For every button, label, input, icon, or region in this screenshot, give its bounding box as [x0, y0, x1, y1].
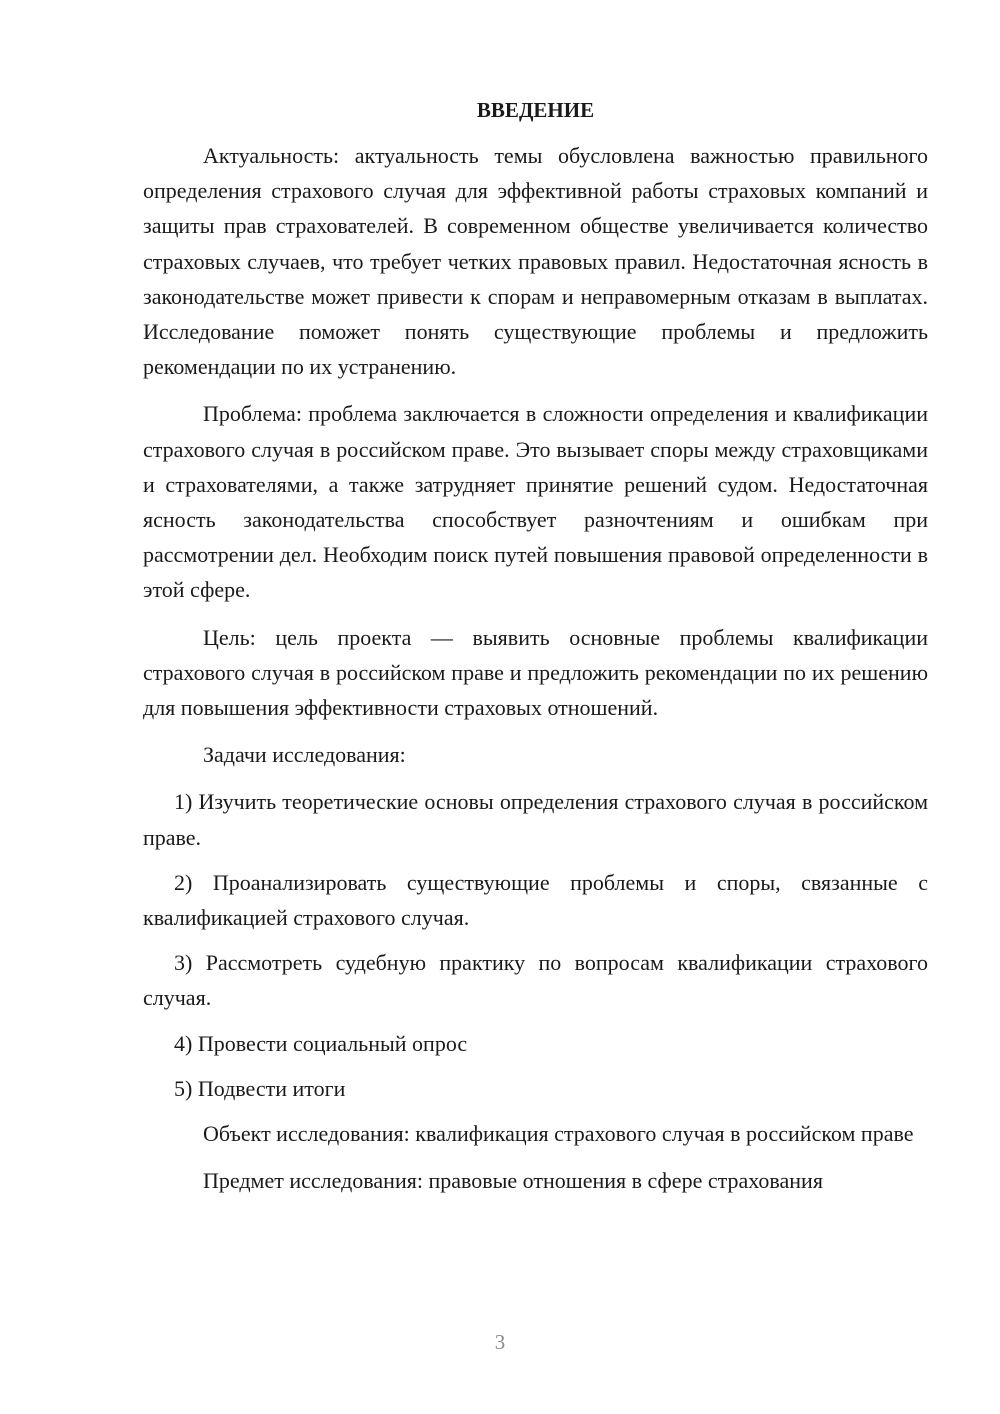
- paragraph-subject: Предмет исследования: правовые отношения в сфере страхования: [203, 1168, 823, 1194]
- document-title: ВВЕДЕНИЕ: [476, 98, 595, 122]
- paragraph-relevance: Актуальность: актуальность темы обусловлена важностью правильного определения страхового случая для эффективной работы страховых компаний и защиты прав страхователей. В современном обществе увеличивается количество страховых случаев, что требует четких правовых правил. Недостаточная ясность в законодательстве может привести к спорам и неправомерным отказам в выплатах. Исследование поможет понять существующие проблемы и предложить рекомендации по их устранению.: [143, 143, 928, 380]
- paragraph-problem: Проблема: проблема заключается в сложности определения и квалификации страхового случая в российском праве. Это вызывает споры между страховщиками и страхователями, а также затрудняет принятие решений судом. Недостаточная ясность законодательства способствует разночтениям и ошибкам при рассмотрении дел. Необходим поиск путей повышения правовой определенности в этой сфере.: [143, 401, 928, 603]
- document-page: [143, 96, 928, 1210]
- page-number: 3: [494, 1330, 506, 1354]
- paragraph-object: Объект исследования: квалификация страхового случая в российском праве: [203, 1121, 914, 1147]
- task-item-5: 5) Подвести итоги: [174, 1075, 346, 1101]
- tasks-heading: Задачи исследования:: [203, 742, 406, 768]
- task-item-3: 3) Рассмотреть судебную практику по вопросам квалификации страхового случая.: [143, 950, 928, 1011]
- task-item-2: 2) Проанализировать существующие проблемы и споры, связанные с квалификацией страхового случая.: [143, 869, 928, 931]
- task-item-4: 4) Провести социальный опрос: [174, 1030, 468, 1056]
- paragraph-goal: Цель: цель проекта — выявить основные проблемы квалификации страхового случая в российском праве и предложить рекомендации по их решению для повышения эффективности страховых отношений.: [143, 624, 928, 721]
- task-item-1: 1) Изучить теоретические основы определения страхового случая в российском праве.: [143, 789, 928, 850]
